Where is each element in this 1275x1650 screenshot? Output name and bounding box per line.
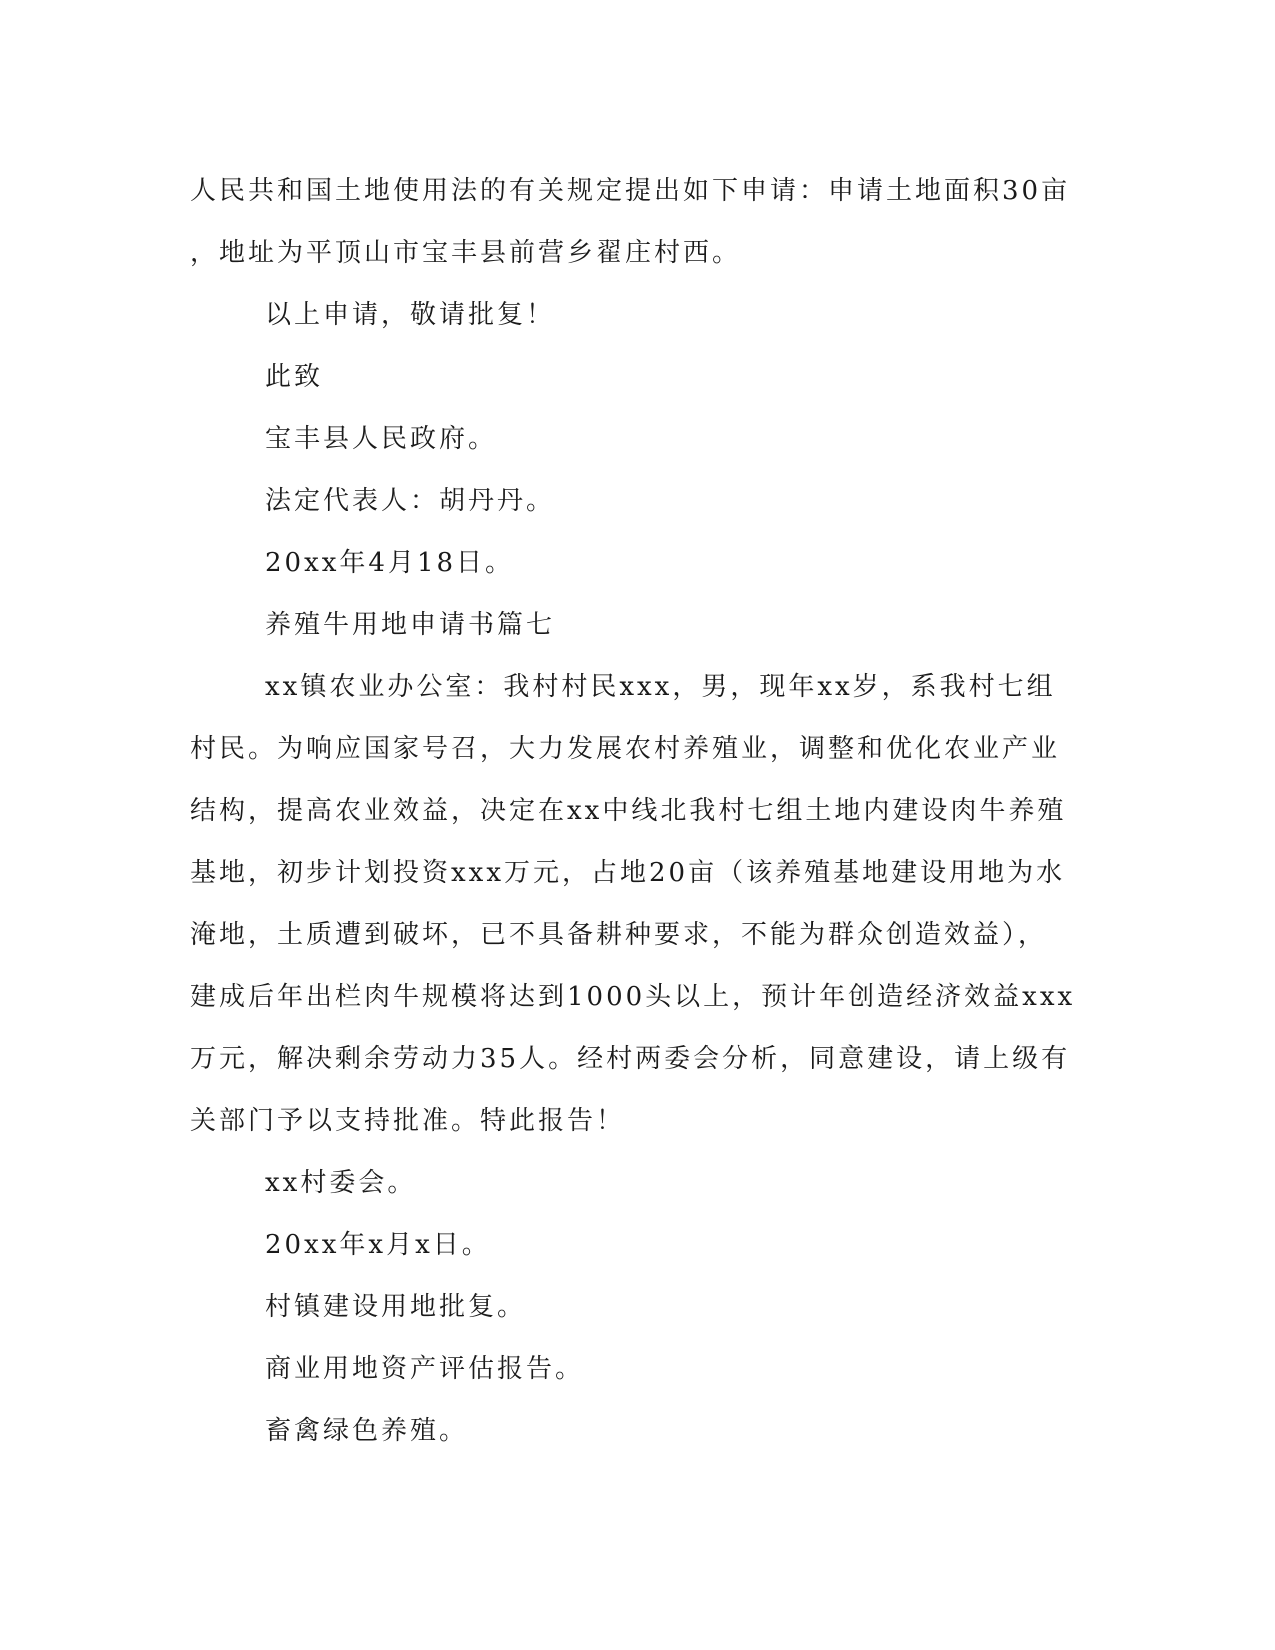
- document-body: [190, 160, 1080, 1462]
- text-line: 建成后年出栏肉牛规模将达到1000头以上，预计年创造经济效益xxx: [190, 982, 1076, 1012]
- text-line: 以上申请，敬请批复！: [265, 300, 556, 330]
- signature: xx村委会。: [265, 1168, 417, 1198]
- text-line: 万元，解决剩余劳动力35人。经村两委会分析，同意建设，请上级有: [190, 1044, 1071, 1074]
- text-line: ，地址为平顶山市宝丰县前营乡翟庄村西。: [190, 238, 742, 268]
- text-line: 人民共和国土地使用法的有关规定提出如下申请：申请土地面积30亩: [190, 176, 1071, 206]
- salutation: 此致: [265, 362, 324, 392]
- text-line: 淹地，土质遭到破坏，已不具备耕种要求，不能为群众创造效益），: [190, 920, 1048, 950]
- text-line: xx镇农业办公室：我村村民xxx，男，现年xx岁，系我村七组: [265, 672, 1056, 702]
- text-line: 关部门予以支持批准。特此报告！: [190, 1106, 626, 1136]
- related-item: 商业用地资产评估报告。: [265, 1354, 585, 1384]
- text-line: 结构，提高农业效益，决定在xx中线北我村七组土地内建设肉牛养殖: [190, 796, 1067, 826]
- related-item: 村镇建设用地批复。: [265, 1292, 527, 1322]
- section-heading: 养殖牛用地申请书篇七: [265, 610, 556, 640]
- text-line: 村民。为响应国家号召，大力发展农村养殖业，调整和优化农业产业: [190, 734, 1061, 764]
- date-line: 20xx年x月x日。: [265, 1230, 491, 1260]
- text-line: 基地，初步计划投资xxx万元，占地20亩（该养殖基地建设用地为水: [190, 858, 1066, 888]
- date-line: 20xx年4月18日。: [265, 548, 515, 578]
- related-item: 畜禽绿色养殖。: [265, 1416, 469, 1446]
- legal-representative: 法定代表人：胡丹丹。: [265, 486, 556, 516]
- recipient: 宝丰县人民政府。: [265, 424, 498, 454]
